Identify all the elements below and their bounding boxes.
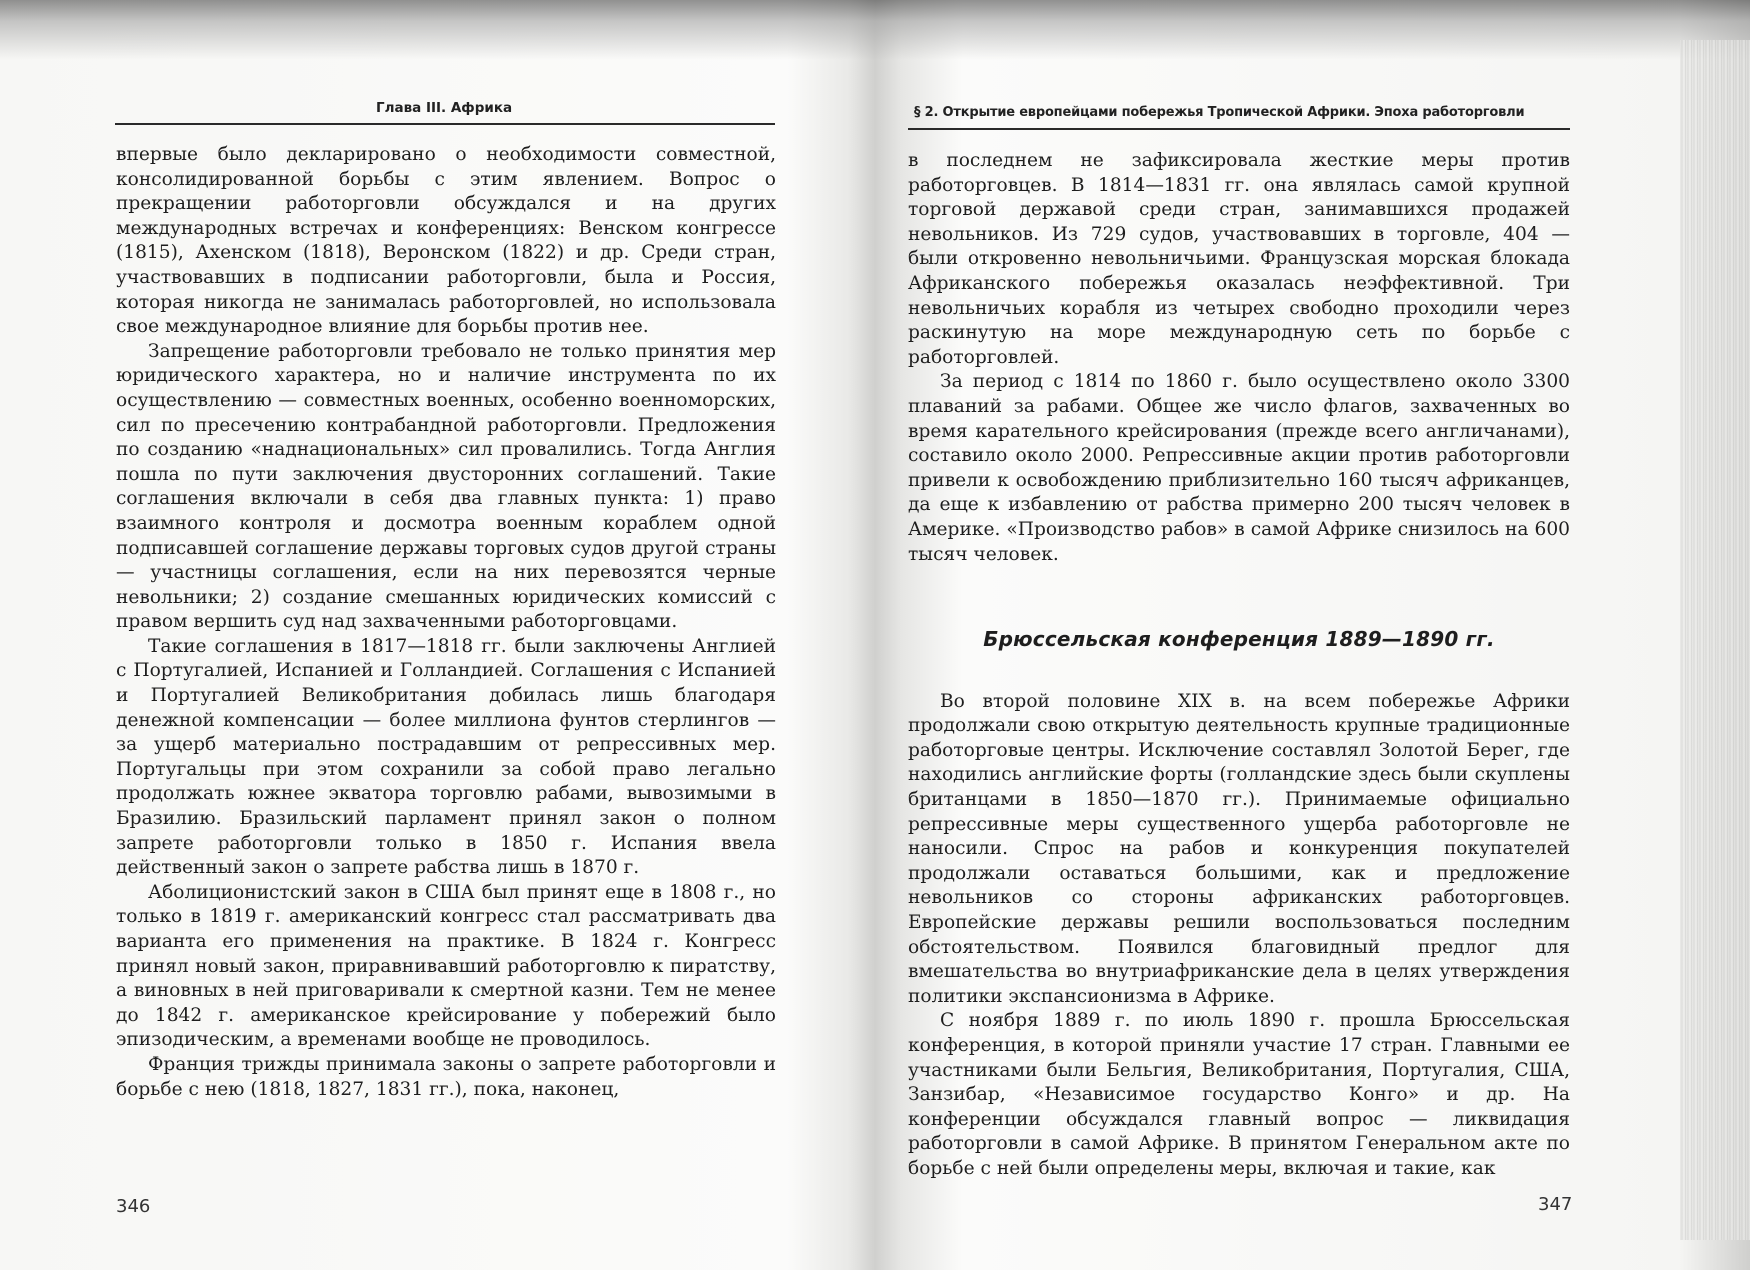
right-paragraph: в последнем не зафиксировала жесткие меры против работорговцев. В 1814—1831 гг. она являлась самой крупной торговой державой среди стран, занимавшихся продажей невольников. Из 729 судов, участвовавших в торговле, 404 — были откровенно невольничьими. Французская морская блокада Африканского побережья оказалась неэффективной. Три невольничьих корабля из четырех свободно проходили через раскинутую на море международную сеть по борьбе с работорговлей. (908, 150, 1570, 368)
right-running-head: § 2. Открытие европейцами побережья Тропической Африки. Эпоха работорговли (914, 105, 1525, 120)
right-page (890, 0, 1680, 1270)
page-edges (1680, 40, 1750, 1240)
right-paragraph: За период с 1814 по 1860 г. было осуществлено около 3300 плаваний за рабами. Общее же число флагов, захваченных во время карательного крейсирования (прежде всего англичанами), составило около 2000. Репрессивные акции против работорговли привели к освобождению приблизительно 160 тысяч африканцев, да еще к избавлению от рабства примерно 200 тысяч человек в Америке. «Производство рабов» в самой Африке снизилось на 600 тысяч человек. (908, 371, 1570, 565)
section-title: Брюссельская конференция 1889—1890 гг. (983, 627, 1495, 652)
left-paragraph: Аболиционистский закон в США был принят еще в 1808 г., но только в 1819 г. американский конгресс стал рассматривать два варианта его применения на практике. В 1824 г. Конгресс принял новый закон, приравнивавший работорговлю к пиратству, а виновных в ней приговаривали к смертной казни. Тем не менее до 1842 г. американское крейсирование у побережий было эпизодическим, а временами вообще не проводилось. (116, 881, 776, 1051)
left-page-number: 346 (116, 1196, 151, 1217)
left-page (0, 0, 860, 1270)
left-paragraph: Такие соглашения в 1817—1818 гг. были заключены Англией с Португалией, Испанией и Голландией. Соглашения с Испанией и Португалией Великобритания добилась лишь благодаря денежной компенсации — более миллиона фунтов стерлингов — за ущерб материально пострадавшим от репрессивных мер. Португальцы при этом сохранили за собой право легально продолжать южнее экватора торговлю рабами, вывозимыми в Бразилию. Бразильский парламент принял закон о полном запрете работорговли только в 1850 г. Испания ввела действенный закон о запрете рабства лишь в 1870 г. (116, 635, 776, 879)
left-body-text (116, 143, 776, 1102)
left-paragraph: Запрещение работорговли требовало не только принятия мер юридического характера, но и наличие инструмента по их осуществлению — совместных военных, особенно военноморских, сил по пресечению контрабандной работорговли. Предложения по созданию «наднациональных» сил провалились. Тогда Англия пошла по пути заключения двусторонних соглашений. Такие соглашения включали в себя два главных пункта: 1) право взаимного контроля и досмотра военным кораблем одной подписавшей соглашение державы торговых судов другой страны — участницы соглашения, если на них перевозятся черные невольники; 2) создание смешанных юридических комиссий с правом вершить суд над захваченными работорговцами. (116, 340, 776, 633)
left-paragraph: впервые было декларировано о необходимости совместной, консолидированной борьбы с этим явлением. Вопрос о прекращении работорговли обсуждался и на других международных встречах и конференциях: Венском конгрессе (1815), Ахенском (1818), Веронском (1822) и др. Среди стран, участвовавших в подписании работорговли, была и Россия, которая никогда не занималась работорговлей, но использовала свое международное влияние для борьбы против нее. (116, 144, 776, 338)
right-body-text (908, 149, 1570, 1182)
right-header-rule (908, 128, 1570, 130)
left-header-rule (115, 123, 775, 125)
left-paragraph: Франция трижды принимала законы о запрете работорговли и борьбе с нею (1818, 1827, 1831 гг.), пока, наконец, (116, 1053, 776, 1100)
right-paragraph: С ноября 1889 г. по июль 1890 г. прошла Брюссельская конференция, в которой приняли участие 17 стран. Главными ее участниками были Бельгия, Великобритания, Португалия, США, Занзибар, «Независимое государство Конго» и др. На конференции обсуждался главный вопрос — ликвидация работорговли в самой Африке. В принятом Генеральном акте по борьбе с ней были определены меры, включая и такие, как (908, 1010, 1570, 1179)
left-running-head: Глава III. Африка (376, 100, 513, 116)
right-paragraph: Во второй половине XIX в. на всем побережье Африки продолжали свою открытую деятельность крупные традиционные работорговые центры. Исключение составлял Золотой Берег, где находились английские форты (голландские здесь были скуплены британцами в 1850—1870 гг.). Принимаемые официально репрессивные меры существенного ущерба работорговле не наносили. Спрос на рабов и конкуренция покупателей продолжали оставаться большими, как и предложение невольников со стороны африканских работорговцев. Европейские державы решили воспользоваться последним обстоятельством. Появился благовидный предлог для вмешательства во внутриафриканские дела в целях утверждения политики экспансионизма в Африке. (908, 690, 1570, 1007)
right-page-number: 347 (1538, 1194, 1573, 1215)
